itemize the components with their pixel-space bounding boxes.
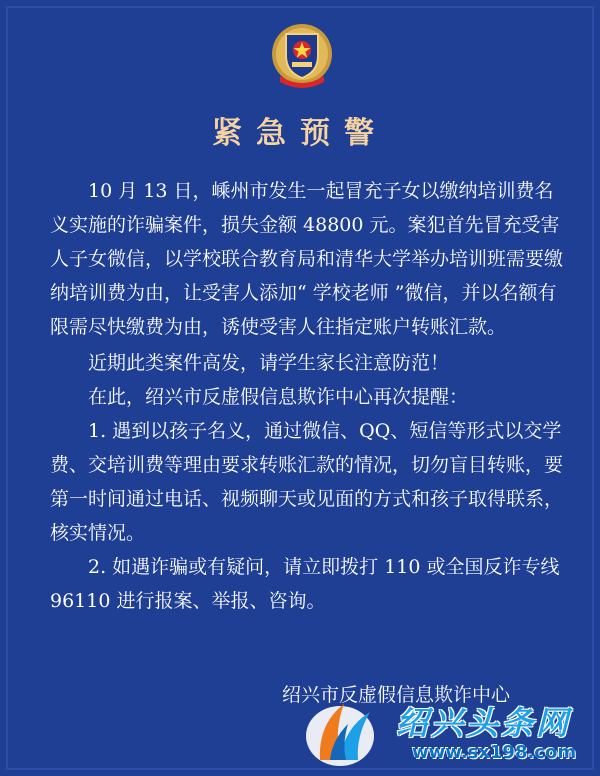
paragraph-warning: 近期此类案件高发，请学生家长注意防范！	[88, 352, 450, 374]
paragraph-reminder-intro: 在此，绍兴市反虚假信息欺诈中心再次提醒：	[88, 386, 469, 408]
paragraph-tip-1: 1. 遇到以孩子名义，通过微信、QQ、短信等形式以交学费、交培训费等理由要求转账汇款的情况，切勿盲目转账，要第一时间通过电话、视频聊天或见面的方式和孩子取得联系，核实情况。	[50, 420, 564, 544]
police-emblem-icon	[266, 20, 338, 92]
signature: 绍兴市反虚假信息欺诈中心	[281, 684, 510, 706]
paragraph-case-description: 10 月 13 日，嵊州市发生一起冒充子女以缴纳培训费名义实施的诈骗案件，损失金额 48800 元。案犯首先冒充受害人子女微信，以学校联合教育局和清华大学举办培训班需要缴纳培训费为由，让受害人添加“ 学校老师 ”微信，并以名额有限需尽快缴费为由，诱使受害人往指定账户转账汇款。	[50, 180, 564, 338]
site-watermark	[300, 694, 596, 772]
document-body	[50, 174, 570, 618]
paragraph-tip-2: 2. 如遇诈骗或有疑问，请立即拨打 110 或全国反诈专线 96110 进行报案、举报、咨询。	[50, 556, 560, 612]
site-logo-icon	[300, 694, 396, 772]
watermark-site-name: 绍兴头条网	[396, 704, 572, 742]
watermark-url[interactable]: www.sx198.com	[412, 742, 577, 763]
document-title: 紧急预警	[212, 116, 388, 151]
